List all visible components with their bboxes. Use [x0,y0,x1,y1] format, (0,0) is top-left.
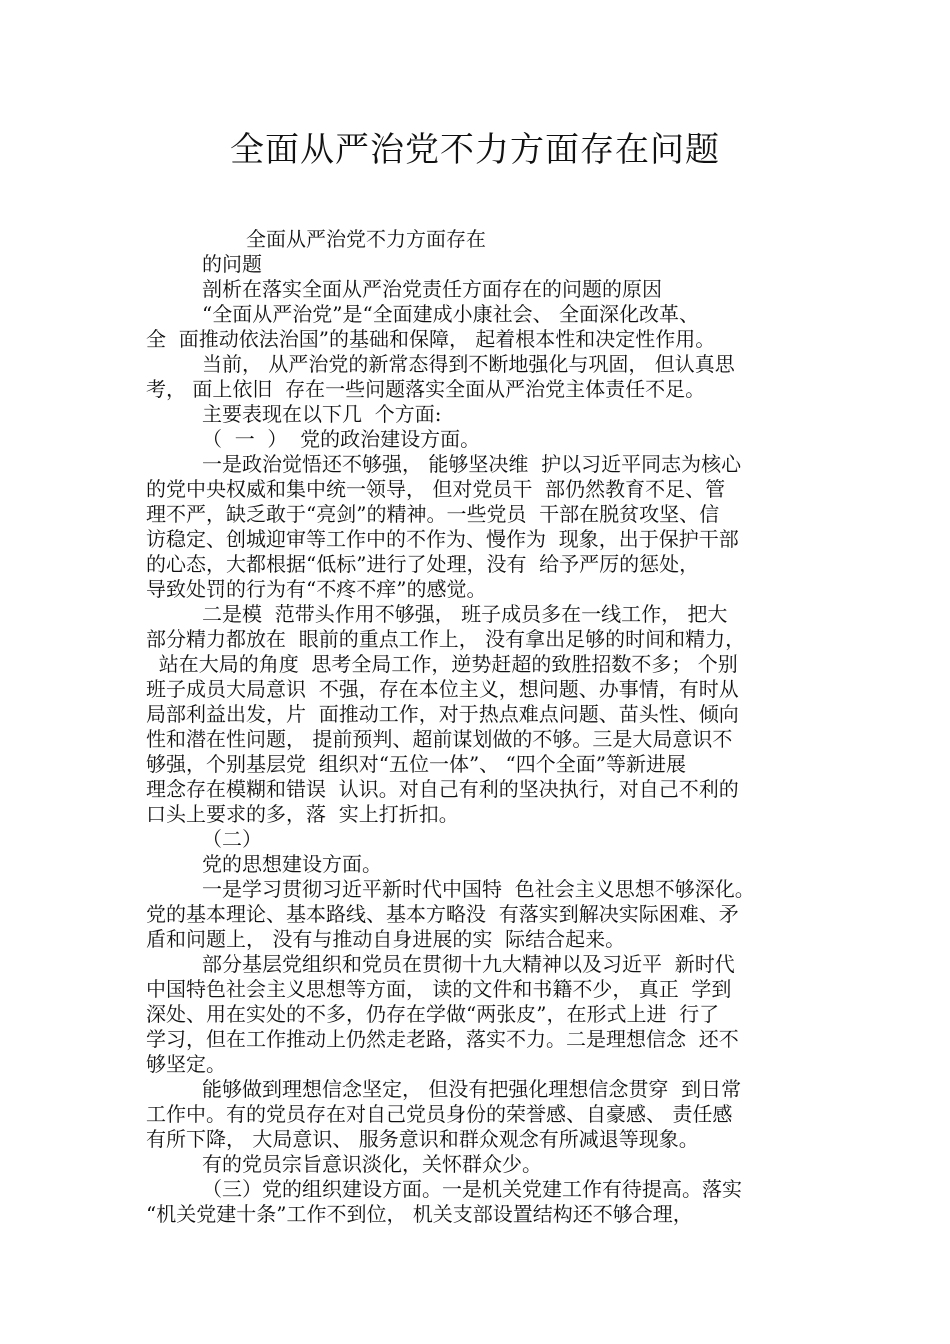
paragraph-line: 站在大局的角度 思考全局工作，逆势赶超的致胜招数不多； 个别 [146,652,738,676]
paragraph-line: “机关党建十条”工作不到位， 机关支部设置结构还不够合理， [146,1202,693,1226]
paragraph-line: 理不严，缺乏敢于“亮剑”的精神。一些党员 干部在脱贫攻坚、信 [146,502,720,526]
paragraph-line: 二是模 范带头作用不够强， 班子成员多在一线工作， 把大 [202,602,728,626]
paragraph-line: 全面从严治党不力方面存在 [246,227,486,251]
paragraph-line: 党的基本理论、基本路线、基本方略没 有落实到解决实际困难、矛 [146,902,739,926]
paragraph-line: 够强，个别基层党 组织对“五位一体”、 “四个全面”等新进展 [146,752,686,776]
paragraph-line: 局部利益出发，片 面推动工作，对于热点难点问题、苗头性、倾向 [146,702,739,726]
paragraph-line: 学习，但在工作推动上仍然走老路，落实不力。二是理想信念 还不 [146,1027,739,1051]
paragraph-line: 理念存在模糊和错误 认识。对自己有利的坚决执行，对自己不利的 [146,777,739,801]
paragraph-line: 口头上要求的多，落 实上打折扣。 [146,802,459,826]
section-heading: （ 一 ） 党的政治建设方面。 [202,427,481,451]
paragraph-line: 够坚定。 [146,1052,226,1076]
paragraph-line: 深处、用在实处的不多，仍存在学做“两张皮”，在形式上进 行了 [146,1002,720,1026]
paragraph-line: 部分基层党组织和党员在贯彻十九大精神以及习近平 新时代 [202,952,735,976]
paragraph-line: 的党中央权威和集中统一领导， 但对党员干 部仍然教育不足、管 [146,477,726,501]
paragraph-line: 导致处罚的行为有“不疼不痒”的感觉。 [146,577,487,601]
paragraph-line: “全面从严治党”是“全面建成小康社会、 全面深化改革、 [202,302,700,326]
paragraph-line: 盾和问题上， 没有与推动自身进展的实 际结合起来。 [146,927,626,951]
section-heading: 党的思想建设方面。 [202,852,382,876]
section-heading: （二） [202,827,262,851]
paragraph-line: 能够做到理想信念坚定， 但没有把强化理想信念贯穿 到日常 [202,1077,742,1101]
paragraph-line: 主要表现在以下几 个方面: [202,402,442,426]
paragraph-line: 工作中。有的党员存在对自己党员身份的荣誉感、自豪感、 责任感 [146,1102,733,1126]
paragraph-line: 的问题 [202,252,262,276]
paragraph-line: 有所下降， 大局意识、 服务意识和群众观念有所减退等现象。 [146,1127,699,1151]
section-heading: （三）党的组织建设方面。一是机关党建工作有待提高。落实 [202,1177,742,1201]
paragraph-line: 一是学习贯彻习近平新时代中国特 色社会主义思想不够深化。 [202,877,755,901]
paragraph-line: 当前， 从严治党的新常态得到不断地强化与巩固， 但认真思 [202,352,735,376]
paragraph-line: 部分精力都放在 眼前的重点工作上， 没有拿出足够的时间和精力， [146,627,746,651]
paragraph-line: 访稳定、创城迎审等工作中的不作为、慢作为 现象，出于保护干部 [146,527,739,551]
paragraph-line: 中国特色社会主义思想等方面， 读的文件和书籍不少， 真正 学到 [146,977,732,1001]
paragraph-line: 性和潜在性问题， 提前预判、超前谋划做的不够。三是大局意识不 [146,727,733,751]
paragraph-line: 考， 面上依旧 存在一些问题落实全面从严治党主体责任不足。 [146,377,706,401]
document-title: 全面从严治党不力方面存在问题 [230,130,720,170]
paragraph-line: 全 面推动依法治国”的基础和保障， 起着根本性和决定性作用。 [146,327,716,351]
paragraph-line: 一是政治觉悟还不够强， 能够坚决维 护以习近平同志为核心 [202,452,742,476]
paragraph-line: 班子成员大局意识 不强，存在本位主义，想问题、办事情，有时从 [146,677,739,701]
paragraph-line: 的心态，大都根据“低标”进行了处理，没有 给予严厉的惩处， [146,552,700,576]
paragraph-line: 剖析在落实全面从严治党责任方面存在的问题的原因 [202,277,662,301]
paragraph-line: 有的党员宗旨意识淡化，关怀群众少。 [202,1152,542,1176]
